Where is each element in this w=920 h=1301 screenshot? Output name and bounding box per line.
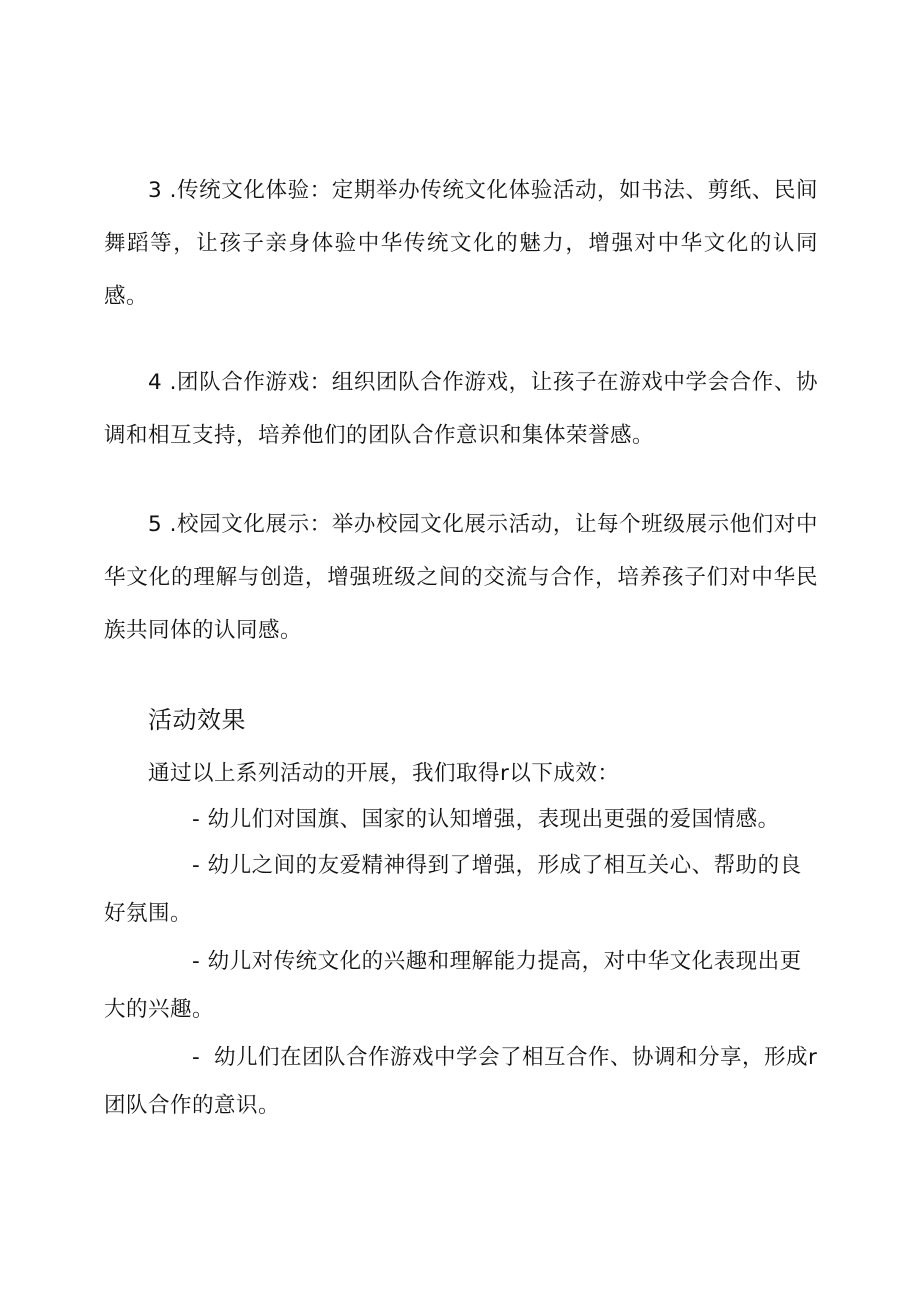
effect-bullet-text: 幼儿们在团队合作游戏中学会了相互合作、协调和分享，形成r团队合作的意识。 (104, 1045, 818, 1118)
bullet-marker: - (192, 853, 201, 878)
bullet-marker: - (192, 807, 201, 832)
section-heading-effects: 活动效果 (148, 706, 246, 734)
effect-bullet-4 (104, 1034, 818, 1130)
effect-bullet-text: 幼儿们对国旗、国家的认知增强，表现出更强的爱国情感。 (207, 807, 780, 832)
activity-item-5: 5 .校园文化展示：举办校园文化展示活动，让每个班级展示他们对中华文化的理解与创造，增强班级之间的交流与合作，培养孩子们对中华民族共同体的认同感。 (104, 512, 818, 643)
activity-item-3: 3 .传统文化体验：定期举办传统文化体验活动，如书法、剪纸、民间舞蹈等，让孩子亲身体验中华传统文化的魅力，增强对中华文化的认同感。 (104, 178, 818, 309)
activity-item-4: 4 .团队合作游戏：组织团队合作游戏，让孩子在游戏中学会合作、协调和相互支持，培养他们的团队合作意识和集体荣誉感。 (104, 370, 818, 448)
bullet-marker: - (192, 949, 201, 974)
effect-bullet-1 (104, 796, 818, 844)
effects-intro: 通过以上系列活动的开展，我们取得r以下成效： (148, 761, 620, 786)
effect-bullet-2 (104, 842, 818, 938)
effect-bullet-text: 幼儿对传统文化的兴趣和理解能力提高，对中华文化表现出更大的兴趣。 (104, 949, 802, 1022)
effect-bullet-text: 幼儿之间的友爱精神得到了增强，形成了相互关心、帮助的良好氛围。 (104, 853, 802, 926)
bullet-marker: - (192, 1045, 201, 1070)
effect-bullet-3 (104, 938, 818, 1034)
